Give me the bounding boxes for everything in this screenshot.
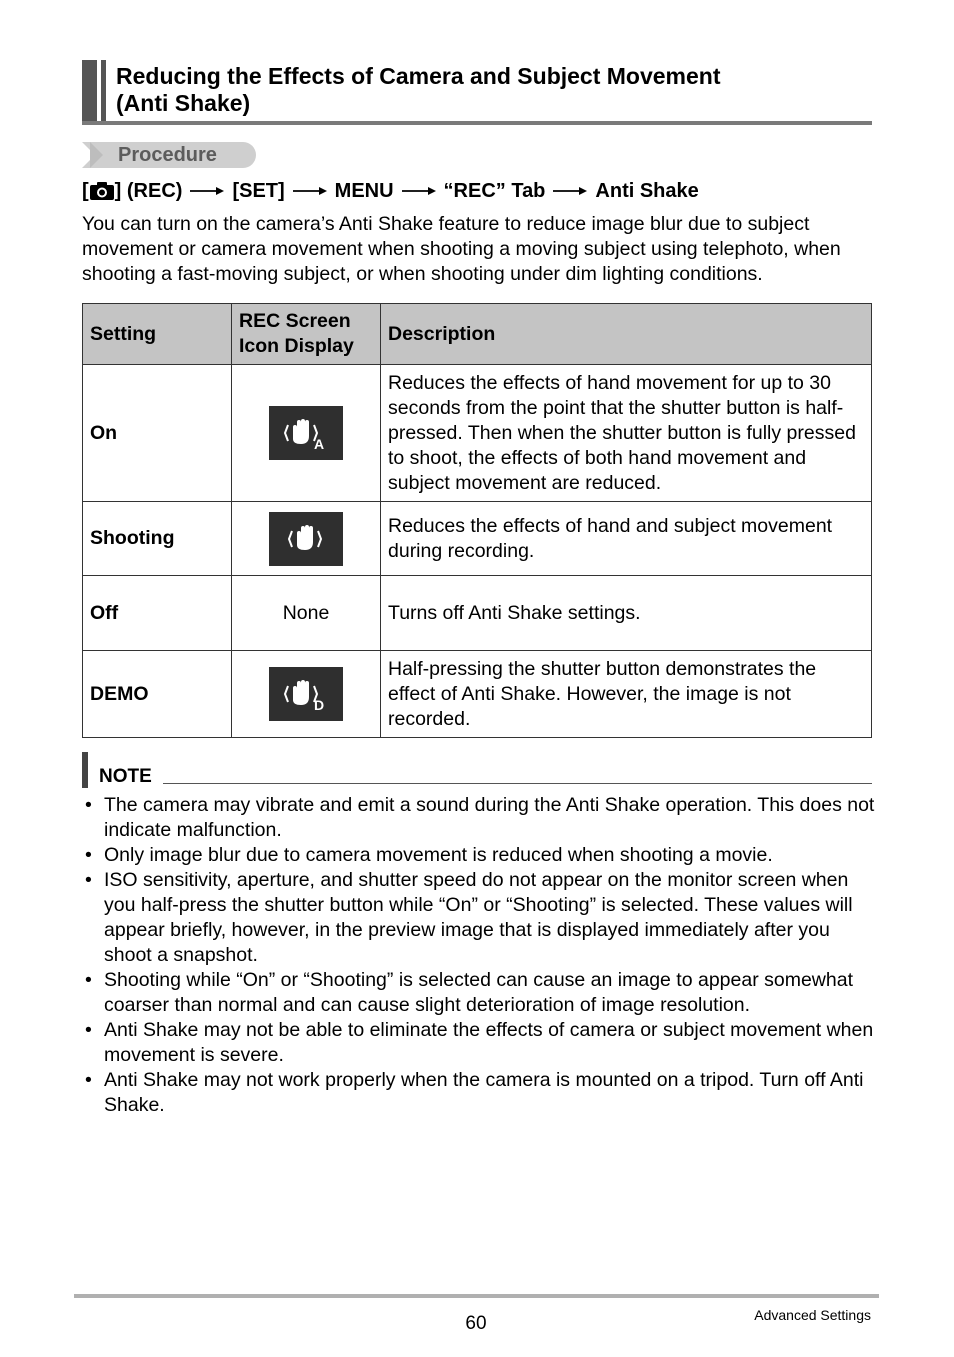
path-set: [SET] [232, 179, 285, 202]
svg-text:D: D [314, 697, 325, 713]
note-list [82, 793, 882, 1118]
camera-icon [89, 181, 115, 201]
list-item: • Anti Shake may not be able to eliminate the effects of camera or subject movement when movement is severe. [82, 1018, 882, 1068]
description-cell: Turns off Anti Shake settings. [381, 576, 872, 651]
note-rule [163, 783, 872, 784]
header-description: Description [381, 304, 872, 365]
setting-cell: DEMO [83, 651, 232, 738]
list-item: • ISO sensitivity, aperture, and shutter speed do not appear on the monitor screen when you half-press the shutter button while “On” or “Shooting” is selected. These values will appear briefly, however, in the preview image that is displayed immediately after you shoot a snapshot. [82, 868, 882, 968]
list-item: • Shooting while “On” or “Shooting” is selected can cause an image to appear somewhat coarser than normal and can cause slight deterioration of image resolution. [82, 968, 882, 1018]
table-row [83, 651, 872, 738]
footer-rule [74, 1294, 879, 1298]
path-anti-shake: Anti Shake [595, 179, 699, 202]
icon-cell [232, 502, 381, 576]
page-title-line1: Reducing the Effects of Camera and Subject Movement [116, 63, 721, 89]
table-header-row [83, 304, 872, 365]
header-icon-display: REC Screen Icon Display [232, 304, 381, 365]
path-open-bracket: [ [82, 179, 89, 202]
page-number: 60 [465, 1313, 487, 1334]
heading-bar-thin [101, 60, 106, 122]
anti-shake-demo-icon [269, 667, 343, 721]
procedure-chevron-shade [90, 142, 103, 168]
arrow-right-icon [553, 186, 587, 196]
icon-cell [232, 365, 381, 502]
table-row [83, 365, 872, 502]
procedure-tab [82, 142, 256, 168]
note-bar [82, 752, 88, 788]
list-item: • Anti Shake may not work properly when the camera is mounted on a tripod. Turn off Anti Shake. [82, 1068, 882, 1118]
svg-text:A: A [314, 436, 325, 452]
list-item: • The camera may vibrate and emit a sound during the Anti Shake operation. This does not indicate malfunction. [82, 793, 882, 843]
icon-cell-text: None [232, 576, 381, 651]
setting-cell: Shooting [83, 502, 232, 576]
settings-table [82, 303, 872, 738]
section-heading [82, 60, 872, 126]
path-menu: MENU [334, 179, 394, 202]
note-header [82, 752, 872, 788]
procedure-label: Procedure [118, 144, 217, 166]
header-setting: Setting [83, 304, 232, 365]
setting-cell: Off [83, 576, 232, 651]
path-rec: ] (REC) [114, 179, 183, 202]
intro-paragraph: You can turn on the camera’s Anti Shake feature to reduce image blur due to subject movement or camera movement when shooting a moving subject using telephoto, when shooting a fast-moving subject, or when shooting under dim lighting conditions. [82, 213, 841, 285]
note-label: NOTE [99, 766, 152, 787]
heading-bar-thick [82, 60, 97, 122]
anti-shake-auto-icon [269, 406, 343, 460]
table-row [83, 576, 872, 651]
table-row [83, 502, 872, 576]
anti-shake-icon [269, 512, 343, 566]
heading-underline [82, 121, 872, 125]
menu-path [82, 178, 699, 204]
page-title-line2: (Anti Shake) [116, 90, 251, 116]
section-name: Advanced Settings [754, 1307, 871, 1323]
setting-cell: On [83, 365, 232, 502]
arrow-right-icon [190, 186, 224, 196]
icon-cell [232, 651, 381, 738]
arrow-right-icon [402, 186, 436, 196]
path-rec-tab: “REC” Tab [443, 179, 546, 202]
page-title [116, 63, 856, 117]
description-cell: Half-pressing the shutter button demonstrates the effect of Anti Shake. However, the image is not recorded. [381, 651, 872, 738]
description-cell: Reduces the effects of hand and subject movement during recording. [381, 502, 872, 576]
description-cell: Reduces the effects of hand movement for up to 30 seconds from the point that the shutter button is half-pressed. Then when the shutter button is fully pressed to shoot, the effects of both hand movement and subject movement are reduced. [381, 365, 872, 502]
list-item: • Only image blur due to camera movement is reduced when shooting a movie. [82, 843, 882, 868]
arrow-right-icon [293, 186, 327, 196]
